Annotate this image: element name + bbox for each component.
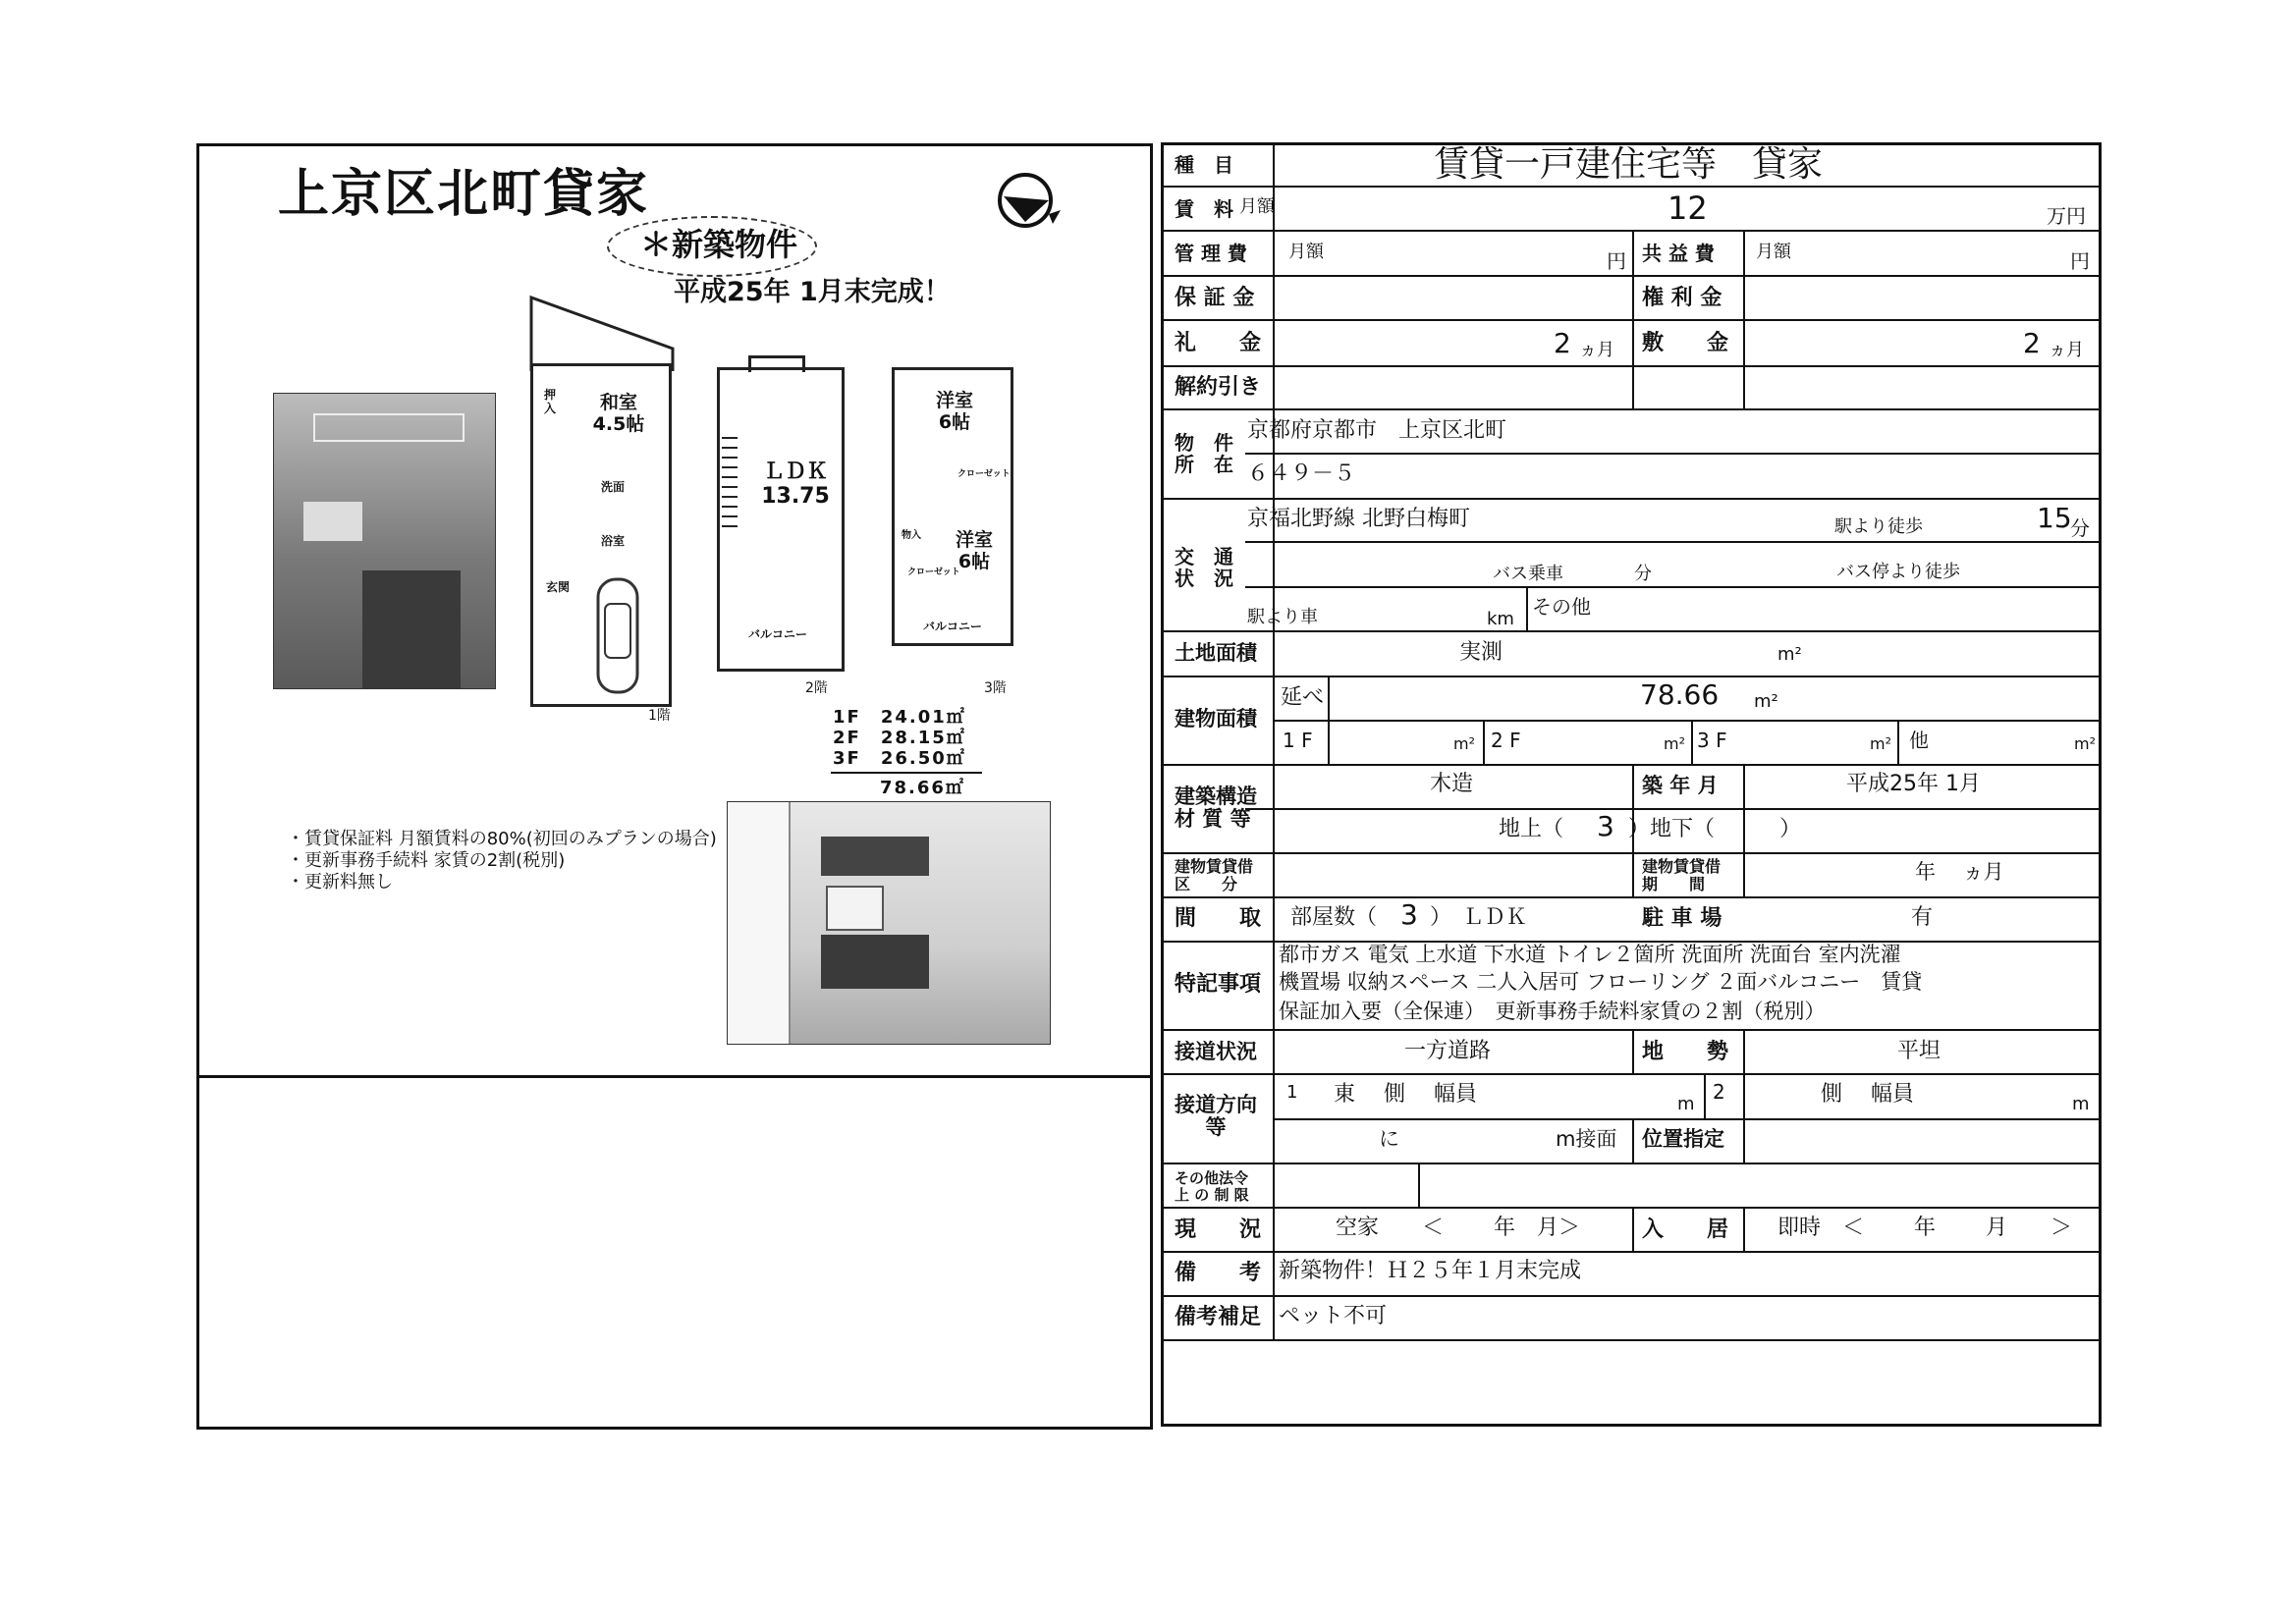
tokki-line-1: 都市ガス 電気 上水道 下水道 トイレ２箇所 洗面所 洗面台 室内洗濯 (1279, 943, 1901, 966)
note-koshinryo: ・更新料無し (287, 872, 393, 893)
tatemono-1f-unit: m² (1453, 734, 1475, 753)
label-nyukyo: 入 居 (1642, 1217, 1729, 1242)
shikikin-unit: ヵ月 (2049, 340, 2084, 360)
tatemono-3f-unit: m² (1870, 734, 1891, 753)
value-nobe: 78.66 (1640, 678, 1720, 711)
hoko-setsumen: m接面 (1556, 1127, 1617, 1151)
note-hoshoryo: ・賃貸保証料 月額賃料の80%(初回のみプランの場合) (287, 829, 717, 849)
value-biko-hosoku: ペット不可 (1279, 1304, 1388, 1328)
value-shikikin: 2 (2023, 327, 2041, 359)
value-chintai-kikan: 年 ヵ月 (1915, 860, 2004, 884)
value-chinryo: 12 (1667, 189, 1708, 227)
compass-icon (990, 167, 1068, 236)
label-kozo: 建築構造 材 質 等 (1175, 784, 1257, 832)
room-yoshitsu-1: 洋室 6帖 (935, 390, 973, 433)
label-seigen: その他法令 上 の 制 限 (1175, 1169, 1249, 1204)
room-closet-1: クローゼット (957, 469, 1011, 479)
kotsu-eki-kuruma: 駅より車 (1247, 607, 1318, 627)
room-f3-balcony: バルコニー (923, 620, 983, 633)
chinryo-getsugaku: 月額 (1239, 196, 1275, 217)
value-chisei: 平坦 (1897, 1039, 1941, 1063)
kyoekihi-getsugaku: 月額 (1756, 242, 1791, 262)
left-divider (199, 1075, 1150, 1078)
tatemono-hoka-unit: m² (2074, 734, 2096, 753)
tokki-line-3: 保証加入要（全保連） 更新事務手続料家賃の２割（税別） (1279, 1000, 1826, 1023)
floor-plan-1f-roof (528, 295, 676, 373)
value-kotsu-line: 京福北野線 北野白梅町 (1247, 507, 1470, 531)
room-f3-monoire: 物入 (902, 530, 921, 541)
room-f2-balcony: バルコニー (748, 627, 808, 641)
hoko-2-unit: m (2072, 1094, 2090, 1114)
room-ldk: ＬＤＫ 13.75 (761, 460, 830, 510)
area-1f: 1F 24.01㎡ (833, 707, 966, 728)
area-2f: 2F 28.15㎡ (833, 728, 966, 748)
kotsu-sonota: その他 (1532, 595, 1591, 619)
label-chintai-kubun: 建物賃貸借 区 分 (1175, 857, 1254, 893)
floor-label-2f: 2階 (805, 680, 828, 696)
room-genkan: 玄関 (546, 580, 571, 594)
toho-min-unit: 分 (2070, 516, 2090, 540)
label-tokki: 特記事項 (1175, 972, 1262, 997)
area-3f: 3F 26.50㎡ (833, 748, 966, 769)
label-ichishitei: 位置指定 (1642, 1127, 1724, 1151)
kaisu-prefix: 地上（ (1499, 817, 1564, 841)
kotsu-bus-toho: バス停より徒歩 (1836, 562, 1960, 582)
interior-photo (727, 801, 1051, 1045)
reikin-unit: ヵ月 (1579, 340, 1614, 360)
completion-note: 平成25年 1月末完成！ (674, 277, 951, 307)
kotsu-bus-fun: 分 (1634, 564, 1652, 584)
floor-label-1f: 1階 (648, 708, 671, 724)
room-f1-oshiire: 押入 (543, 388, 556, 415)
value-chikunen: 平成25年 1月 (1846, 772, 1981, 796)
label-shikikin: 敷 金 (1642, 331, 1729, 355)
kaisu-suffix: ）地下（ ） (1628, 817, 1802, 841)
value-shumoku: 賃貸一戸建住宅等 貸家 (1434, 144, 1824, 185)
kyoekihi-unit: 円 (2070, 249, 2090, 273)
label-chikunen: 築 年 月 (1642, 774, 1719, 797)
tatemono-3f: 3 F (1697, 729, 1727, 752)
value-kaisu-chijo: 3 (1597, 810, 1614, 842)
hoko-2-text: 側 幅員 (1821, 1082, 1914, 1107)
label-chisei: 地 勢 (1642, 1040, 1729, 1064)
label-genkyo: 現 況 (1175, 1217, 1262, 1242)
property-title: 上京区北町貸家 (278, 165, 650, 224)
room-closet-2: クローゼット (907, 568, 960, 577)
label-kenrikin: 権 利 金 (1642, 286, 1722, 310)
kanrihi-getsugaku: 月額 (1288, 242, 1324, 262)
car-icon (593, 574, 642, 697)
label-chintai-kikan: 建物賃貸借 期 間 (1642, 857, 1722, 893)
hoko-2-no: 2 (1713, 1080, 1725, 1104)
value-reikin: 2 (1554, 327, 1571, 359)
tatemono-hoka: 他 (1909, 729, 1929, 752)
value-shozai-1: 京都府京都市 上京区北町 (1247, 418, 1507, 443)
kotsu-eki-toho: 駅より徒歩 (1834, 516, 1923, 537)
tochi-jissoku: 実測 (1459, 640, 1503, 665)
label-biko: 備 考 (1175, 1261, 1262, 1285)
room-yokushitsu: 浴室 (601, 534, 626, 548)
label-hoshokin: 保 証 金 (1175, 286, 1255, 310)
label-hoko: 接道方向 等 (1175, 1093, 1257, 1140)
tochi-unit: m² (1777, 644, 1802, 665)
area-total-line (831, 772, 982, 774)
floor-plan-2f-top (748, 355, 805, 372)
label-kyoekihi: 共 益 費 (1642, 242, 1715, 265)
label-kotsu: 交 通 状 況 (1175, 545, 1233, 590)
label-chushajo: 駐 車 場 (1642, 906, 1722, 931)
tatemono-1f: 1 F (1283, 729, 1313, 752)
value-biko: 新築物件！Ｈ２５年１月末完成 (1279, 1259, 1582, 1283)
label-shozai: 物 件 所 在 (1175, 431, 1233, 476)
value-kozo: 木造 (1430, 772, 1474, 796)
value-genkyo: 空家 ＜ 年 月＞ (1336, 1216, 1580, 1240)
nobe-unit: m² (1754, 691, 1778, 712)
room-washitsu: 和室 4.5帖 (592, 392, 645, 435)
label-tatemono-menseki: 建物面積 (1175, 707, 1257, 730)
madori-suffix: ） ＬＤＫ (1430, 905, 1528, 930)
chinryo-unit: 万円 (2047, 204, 2086, 228)
value-shozai-2: ６４９－５ (1247, 461, 1356, 486)
note-koshin-jimu: ・更新事務手続料 家賃の2割(税別) (287, 850, 566, 871)
kotsu-bus-josha: バス乗車 (1493, 564, 1563, 584)
room-yoshitsu-2: 洋室 6帖 (955, 529, 993, 572)
value-chushajo: 有 (1911, 905, 1934, 930)
value-nyukyo: 即時 ＜ 年 月 ＞ (1777, 1216, 2072, 1240)
label-chinryo: 賃 料 (1175, 197, 1233, 221)
kotsu-km: km (1487, 609, 1514, 629)
value-setsudo: 一方道路 (1404, 1039, 1492, 1063)
madori-prefix: 部屋数（ (1290, 905, 1378, 930)
label-biko-hosoku: 備考補足 (1175, 1305, 1262, 1329)
hoko-1-no: 1 (1286, 1082, 1298, 1103)
hoko-1-unit: m (1677, 1094, 1695, 1114)
tatemono-2f: 2 F (1491, 729, 1521, 752)
hoko-ni: に (1379, 1127, 1399, 1151)
stair-2f (722, 437, 738, 535)
label-madori: 間 取 (1175, 906, 1262, 931)
label-tochi-menseki: 土地面積 (1175, 641, 1257, 665)
floor-label-3f: 3階 (984, 680, 1007, 696)
tatemono-2f-unit: m² (1664, 734, 1685, 753)
tokki-line-2: 機置場 収納スペース 二人入居可 フローリング ２面バルコニー 賃貸 (1279, 970, 1923, 994)
value-toho-min: 15 (2037, 502, 2072, 534)
room-senmen: 洗面 (601, 480, 626, 494)
value-madori-count: 3 (1400, 898, 1418, 931)
label-kaiyaku: 解約引き (1175, 375, 1262, 400)
label-setsudo: 接道状況 (1175, 1040, 1257, 1063)
label-kanrihi: 管 理 費 (1175, 242, 1247, 265)
label-shumoku: 種 目 (1175, 153, 1233, 177)
new-build-badge-text: ＊新築物件 (640, 226, 798, 263)
exterior-photo (273, 393, 496, 689)
kanrihi-unit: 円 (1607, 249, 1626, 273)
tatemono-nobe: 延べ (1281, 685, 1325, 710)
label-reikin: 礼 金 (1175, 331, 1262, 355)
hoko-1-text: 東 側 幅員 (1334, 1082, 1477, 1107)
area-total: 78.66㎡ (880, 778, 965, 798)
